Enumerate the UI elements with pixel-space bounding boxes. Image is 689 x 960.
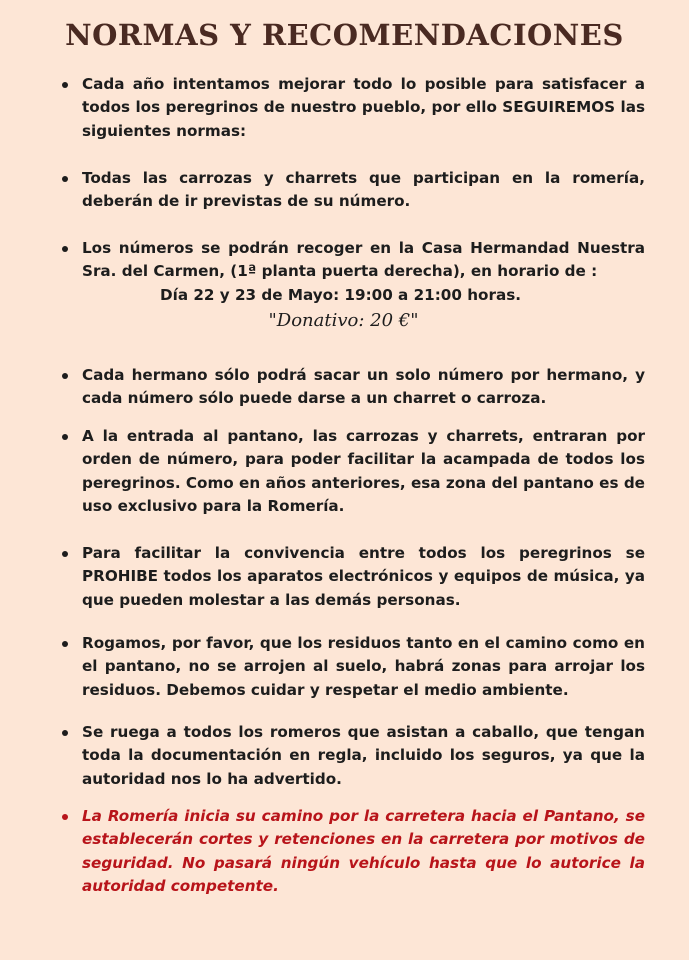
rule-text: Cada año intentamos mejorar todo lo posible para satisfacer a todos los peregrinos de nuestro pueblo, por ello SEGUIREMOS las siguientes normas: [82,75,645,140]
schedule-text: Día 22 y 23 de Mayo: 19:00 a 21:00 horas. [160,285,522,304]
page-title: NORMAS Y RECOMENDACIONES [65,18,624,52]
rule-item-numbers [82,167,645,214]
rule-text: Para facilitar la convivencia entre todos los peregrinos se PROHIBE todos los aparatos electrónicos y equipos de música, ya que pueden molestar a las demás personas. [82,544,645,609]
donation-text: "Donativo: 20 €" [268,310,419,332]
rule-text: Los números se podrán recoger en la Casa Hermandad Nuestra Sra. del Carmen, (1ª planta puerta derecha), en horario de : [82,239,645,281]
rule-item-one-number [82,364,645,411]
rule-item-waste [82,632,645,702]
rule-item-horses [82,721,645,791]
rule-text: Todas las carrozas y charrets que participan en la romería, deberán de ir previstas de su número. [82,169,645,211]
warning-text: La Romería inicia su camino por la carretera hacia el Pantano, se establecerán cortes y retenciones en la carretera por motivos de seguridad. No pasará ningún vehículo hasta que lo autorice la autoridad competente. [82,807,645,896]
rule-item-electronics [82,542,645,612]
rule-text: Cada hermano sólo podrá sacar un solo número por hermano, y cada número sólo puede darse a un charret o carroza. [82,366,645,408]
rule-text: Rogamos, por favor, que los residuos tanto en el camino como en el pantano, no se arrojen al suelo, habrá zonas para arrojar los residuos. Debemos cuidar y respetar el medio ambiente. [82,634,645,699]
rule-item-road-warning [82,805,645,899]
rule-text: A la entrada al pantano, las carrozas y charrets, entraran por orden de número, para poder facilitar la acampada de todos los peregrinos. Como en años anteriores, esa zona del pantano es de uso exclusivo para la Romería. [82,427,645,516]
rule-item-entrance [82,425,645,519]
rule-item-intro [82,73,645,143]
rule-text: Se ruega a todos los romeros que asistan a caballo, que tengan toda la documentación en regla, incluido los seguros, ya que la autoridad nos lo ha advertido. [82,723,645,788]
rule-item-pickup [82,237,645,333]
